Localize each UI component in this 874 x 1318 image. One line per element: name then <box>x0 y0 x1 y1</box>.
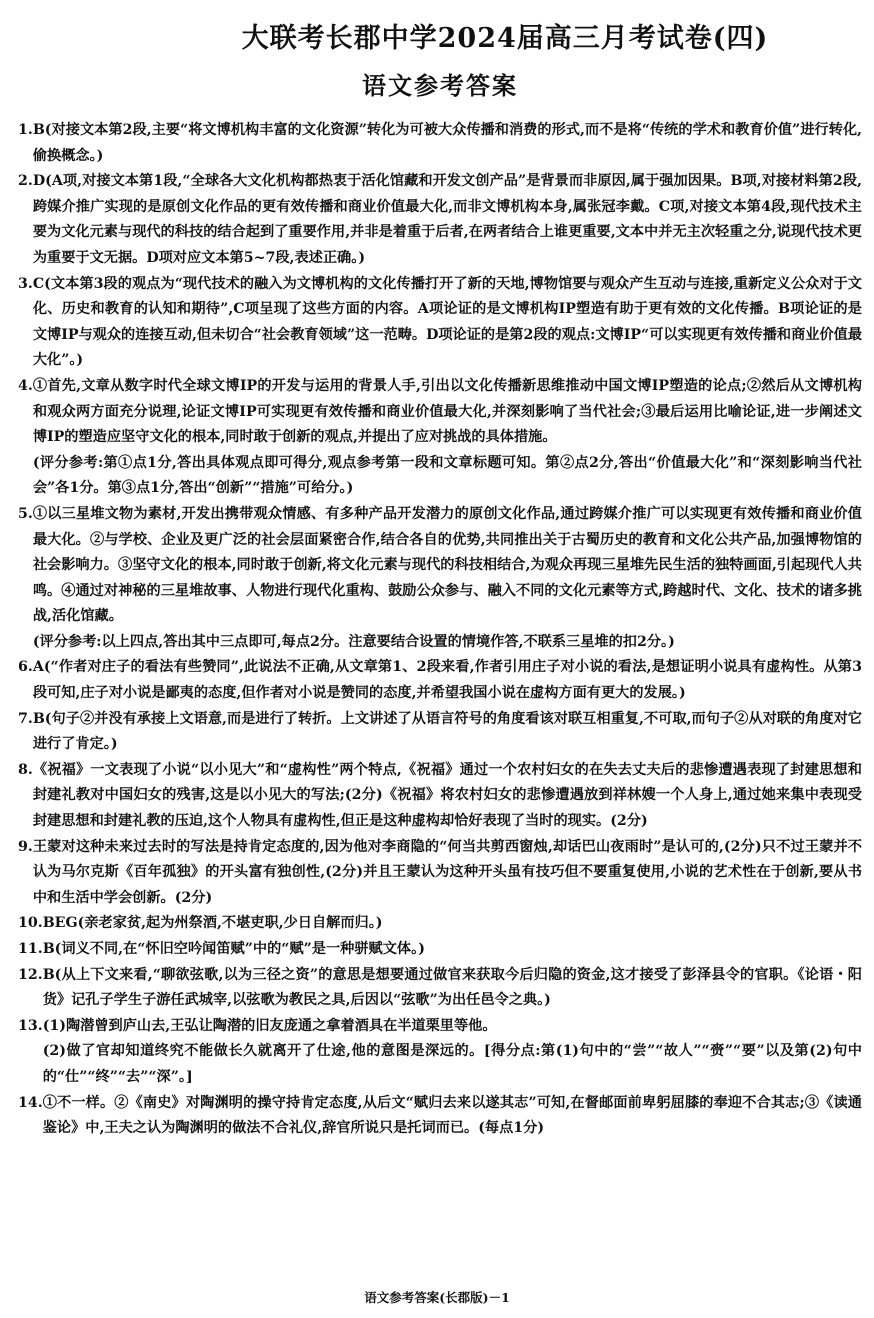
answer-body <box>43 911 862 937</box>
answer-paragraph: B(对接文本第2段,主要“将文博机构丰富的文化资源”转化为可被大众传播和消费的形式,而不是将“传统的学术和教育价值”进行转化,偷换概念。) <box>32 122 862 164</box>
page-footer: 语文参考答案(长郡版)－1 <box>364 1290 510 1305</box>
answer-body <box>33 758 862 835</box>
answer-item <box>18 911 862 937</box>
answer-item <box>18 118 862 169</box>
answer-number: 6. <box>18 659 33 676</box>
answer-item <box>18 835 862 912</box>
answer-number: 8. <box>18 761 33 778</box>
answer-item <box>18 963 862 1014</box>
answer-number: 1. <box>18 122 33 138</box>
answer-body <box>33 118 862 169</box>
answer-item <box>18 1091 862 1142</box>
answer-number: 9. <box>18 838 33 855</box>
answer-body <box>43 963 862 1014</box>
answer-paragraph: (2)做了官却知道终究不能做长久就离开了仕途,他的意图是深远的。[得分点:第(1)句中的“尝”“故人”“赍”“要”以及第(2)句中的“仕”“终”“去”“深”。] <box>42 1043 862 1085</box>
answer-number: 13. <box>18 1017 43 1034</box>
answer-item <box>18 937 862 963</box>
answer-body <box>33 835 862 912</box>
answer-body <box>33 655 862 706</box>
answer-paragraph: (评分参考:以上四点,答出其中三点即可,每点2分。注意要结合设置的情境作答,不联系三星堆的扣2分。) <box>32 633 675 650</box>
answer-body <box>33 707 862 758</box>
answer-item <box>18 502 862 656</box>
answer-number: 5. <box>18 505 33 522</box>
answer-paragraph: B(句子②并没有承接上文语意,而是进行了转折。上文讲述了从语言符号的角度看该对联互相重复,不可取,而句子②从对联的角度对它进行了肯定。) <box>32 710 862 753</box>
answer-paragraph: (评分参考:第①点1分,答出具体观点即可得分,观点参考第一段和文章标题可知。第②点2分,答出“价值最大化”和“深刻影响当代社会”各1分。第③点1分,答出“创新”“措施”可给分。) <box>32 454 862 497</box>
answer-item <box>18 1014 862 1091</box>
answer-number: 10. <box>18 915 43 932</box>
answer-body <box>43 1014 862 1091</box>
answer-paragraph: A(“作者对庄子的看法有些赞同”,此说法不正确,从文章第1、2段来看,作者引用庄子对小说的看法,是想证明小说具有虚构性。从第3段可知,庄子对小说是鄙夷的态度,但作者对小说是赞同的态度,并希望我国小说在虚构方面有更大的发展。) <box>32 659 862 702</box>
answer-paragraph: 王蒙对这种未来过去时的写法是持肯定态度的,因为他对李商隐的“何当共剪西窗烛,却话巴山夜雨时”是认可的,(2分)只不过王蒙并不认为马尔克斯《百年孤独》的开头富有独创性,(2分)并且王蒙认为这种开头虽有技巧但不要重复使用,小说的艺术性在于创新,要从书中和生活中学会创新。(2分) <box>32 838 862 906</box>
answer-number: 12. <box>18 966 43 983</box>
answer-item <box>18 655 862 706</box>
answer-body <box>43 1091 862 1142</box>
answer-item <box>18 758 862 835</box>
answer-item <box>18 707 862 758</box>
answer-paragraph: ①首先,文章从数字时代全球文博IP的开发与运用的背景人手,引出以文化传播新思维推动中国文博IP塑造的论点;②然后从文博机构和观众两方面充分说理,论证文博IP可实现更有效传播和商业价值最大化,并深刻影响了当代社会;③最后运用比喻论证,进一步阐述文博IP的塑造应坚守文化的根本,同时敢于创新的观点,并提出了应对挑战的具体措施。 <box>32 377 862 446</box>
answer-number: 2. <box>18 173 33 190</box>
answer-body <box>33 272 862 374</box>
answer-paragraph: ①以三星堆文物为素材,开发出携带观众情感、有多种产品开发潜力的原创文化作品,通过跨媒介推广可以实现更有效传播和商业价值最大化。②与学校、企业及更广泛的社会层面紧密合作,结合各自的优势,共同推出关于古蜀历史的教育和文化公共产品,加强博物馆的社会影响力。③坚守文化的根本,同时敢于创新,将文化元素与现代的科技相结合,为观众再现三星堆先民生活的独特画面,引起现代人共鸣。④通过对神秘的三星堆故事、人物进行现代化重构、鼓励公众参与、融入不同的文化元素等方式,跨越时代、文化、技术的诸多挑战,活化馆藏。 <box>32 505 862 625</box>
answer-body <box>33 169 862 271</box>
answer-body <box>43 937 862 963</box>
answer-item <box>18 272 862 374</box>
answer-number: 4. <box>18 377 33 394</box>
answer-paragraph: D(A项,对接文本第1段,“全球各大文化机构都热衷于活化馆藏和开发文创产品”是背景而非原因,属于强加因果。B项,对接材料第2段,跨媒介推广实现的是原创文化作品的更有效传播和商业价值最大化,而非文博机构本身,属张冠李戴。C项,对接文本第4段,现代技术主要为文化元素与现代的科技的结合起到了重要作用,并非是着重于后者,在两者结合上谁更重要,文本中并无主次轻重之分,说现代技术更为重要于文无据。D项对应文本第5~7段,表述正确。) <box>32 173 862 266</box>
answer-body <box>33 374 862 502</box>
answer-paragraph: C(文本第3段的观点为“现代技术的融入为文博机构的文化传播打开了新的天地,博物馆要与观众产生互动与连接,重新定义公众对于文化、历史和教育的认知和期待”,C项呈现了这些方面的内容。A项论证的是文博机构IP塑造有助于更有效的文化传播。B项论证的是文博IP与观众的连接互动,但未切合“社会教育领域”这一范畴。D项论证的是第2段的观点:文博IP“可以实现更有效传播和商业价值最大化”。) <box>32 275 863 369</box>
answer-paragraph: (1)陶潜曾到庐山去,王弘让陶潜的旧友庞通之拿着酒具在半道栗里等他。 <box>42 1017 497 1034</box>
answer-list <box>18 118 862 1142</box>
answer-number: 11. <box>18 941 43 957</box>
page-title: 大联考长郡中学2024届高三月考试卷(四) <box>241 23 769 54</box>
answer-body <box>33 502 862 656</box>
answer-paragraph: B(词义不同,在“怀旧空吟闻笛赋”中的“赋”是一种骈赋文体。) <box>42 941 425 957</box>
answer-item <box>18 374 862 502</box>
answer-number: 7. <box>18 710 33 727</box>
answer-number: 14. <box>18 1094 43 1111</box>
answer-paragraph: 《祝福》一文表现了小说“以小见大”和“虚构性”两个特点,《祝福》通过一个农村妇女的在失去丈夫后的悲惨遭遇表现了封建思想和封建礼教对中国妇女的残害,这是以小见大的写法;(2分)《祝福》将农村妇女的悲惨遭遇放到祥林嫂一个人身上,通过她来集中表现受封建思想和封建礼教的压迫,这个人物具有虚构性,但正是这种虚构却恰好表现了当时的现实。(2分) <box>32 761 862 830</box>
answer-paragraph: ①不一样。②《南史》对陶渊明的操守持肯定态度,从后文“赋归去来以遂其志”可知,在督邮面前卑躬屈膝的奉迎不合其志;③《读通鉴论》中,王夫之认为陶渊明的做法不合礼仪,辞官所说只是托词而已。(每点1分) <box>42 1094 862 1137</box>
answer-number: 3. <box>18 275 33 292</box>
page-subtitle: 语文参考答案 <box>362 71 518 100</box>
answer-paragraph: BEG(亲老家贫,起为州祭酒,不堪吏职,少日自解而归。) <box>42 915 383 932</box>
answer-paragraph: B(从上下文来看,“聊欲弦歌,以为三径之资”的意思是想要通过做官来获取今后归隐的资金,这才接受了彭泽县令的官职。《论语・阳货》记孔子学生子游任武城宰,以弦歌为教民之具,后因以“弦歌”为出任邑令之典。) <box>42 966 862 1009</box>
answer-item <box>18 169 862 271</box>
